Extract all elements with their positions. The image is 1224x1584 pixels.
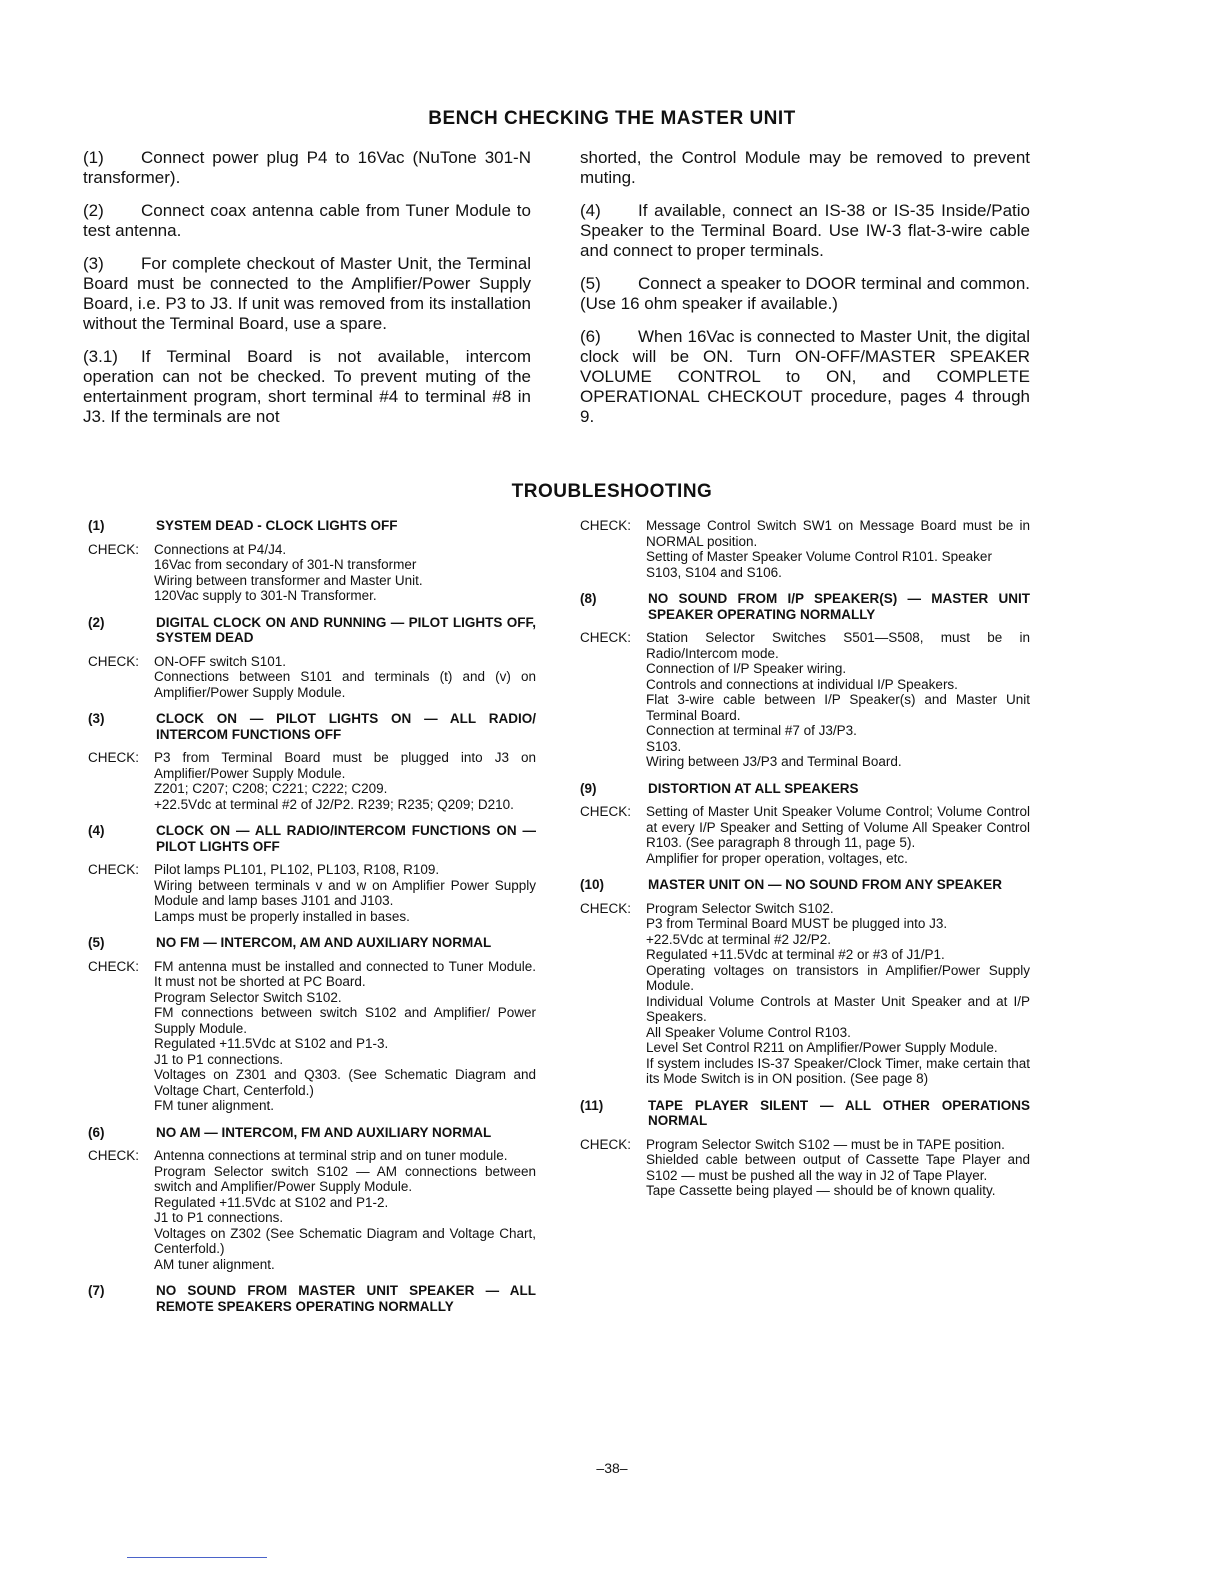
check-line: Lamps must be properly installed in bases.	[154, 908, 410, 924]
item-heading	[88, 823, 536, 854]
check-line: Program Selector switch S102 — AM connections between switch and Amplifier/Power Supply Module.	[154, 1163, 536, 1194]
check-line: Regulated +11.5Vdc at terminal #2 or #3 of J1/P1.	[646, 947, 945, 962]
check-line: Program Selector Switch S102.	[154, 989, 342, 1005]
item-title: DIGITAL CLOCK ON AND RUNNING — PILOT LIGHTS OFF, SYSTEM DEAD	[156, 614, 536, 645]
check-line: Connection at terminal #7 of J3/P3.	[646, 723, 857, 738]
troubleshooting-item	[88, 935, 536, 1114]
item-number: (5)	[88, 935, 105, 950]
check-label: CHECK:	[580, 630, 632, 645]
check-line: Program Selector Switch S102.	[646, 900, 834, 916]
check-block	[88, 959, 536, 1114]
check-label: CHECK:	[580, 518, 632, 533]
bench-right-column	[580, 148, 1030, 440]
item-title: SYSTEM DEAD - CLOCK LIGHTS OFF	[156, 518, 398, 533]
bench-left-column	[83, 148, 531, 440]
check-line: S103, S104 and S106.	[646, 564, 782, 580]
troubleshooting-item	[580, 877, 1030, 1087]
troubleshooting-item	[580, 518, 1030, 580]
item-number: (7)	[88, 1283, 105, 1298]
check-block	[580, 1137, 1030, 1199]
check-line: Pilot lamps PL101, PL102, PL103, R108, R109.	[154, 862, 440, 877]
check-block	[88, 654, 536, 701]
check-line: S103.	[646, 738, 682, 754]
check-line: Wiring between transformer and Master Unit.	[154, 572, 423, 588]
check-label: CHECK:	[88, 958, 140, 974]
check-label: CHECK:	[88, 862, 140, 877]
item-number: (1)	[88, 518, 105, 533]
check-line: FM antenna must be installed and connected to Tuner Module. It must not be shorted at PC Board.	[154, 958, 536, 989]
check-line: ON-OFF switch S101.	[154, 653, 287, 669]
check-line: Regulated +11.5Vdc at S102 and P1-3.	[154, 1036, 389, 1051]
check-line: Program Selector Switch S102 — must be in TAPE position.	[646, 1136, 1005, 1152]
troubleshooting-item	[580, 591, 1030, 770]
item-heading	[88, 1283, 536, 1314]
bench-step: (5) Connect a speaker to DOOR terminal and common. (Use 16 ohm speaker if available.)	[580, 274, 1030, 313]
check-line: Z201; C207; C208; C221; C222; C209.	[154, 781, 388, 796]
check-line: FM tuner alignment.	[154, 1098, 275, 1113]
check-line: Antenna connections at terminal strip and on tuner module.	[154, 1148, 508, 1163]
check-block	[580, 901, 1030, 1087]
troubleshooting-item	[88, 823, 536, 924]
item-heading	[88, 711, 536, 742]
check-label: CHECK:	[88, 1148, 140, 1163]
item-number: (10)	[580, 877, 605, 892]
item-heading	[88, 1125, 536, 1141]
bench-step: (3) For complete checkout of Master Unit, the Terminal Board must be connected to the Amplifier/Power Supply Board, i.e. P3 to J3. If unit was removed from its installation without the Terminal Board, use a spare.	[83, 254, 531, 333]
item-title: NO FM — INTERCOM, AM AND AUXILIARY NORMAL	[156, 935, 492, 950]
check-line: Message Control Switch SW1 on Message Board must be in NORMAL position.	[646, 518, 1030, 549]
item-number: (3)	[88, 711, 105, 726]
troubleshooting-item	[88, 1283, 536, 1314]
troubleshooting-right-column	[580, 518, 1030, 1210]
item-title: NO SOUND FROM I/P SPEAKER(S) — MASTER UNIT SPEAKER OPERATING NORMALLY	[648, 591, 1030, 622]
item-title: CLOCK ON — PILOT LIGHTS ON — ALL RADIO/ INTERCOM FUNCTIONS OFF	[156, 711, 536, 742]
check-line: All Speaker Volume Control R103.	[646, 1024, 851, 1040]
check-line: Voltages on Z301 and Q303. (See Schematic Diagram and Voltage Chart, Centerfold.)	[154, 1067, 536, 1098]
check-line: Voltages on Z302 (See Schematic Diagram and Voltage Chart, Centerfold.)	[154, 1225, 536, 1256]
check-block	[88, 862, 536, 924]
check-line: +22.5Vdc at terminal #2 of J2/P2. R239; R235; Q209; D210.	[154, 796, 514, 812]
troubleshooting-item	[88, 615, 536, 701]
bench-title: BENCH CHECKING THE MASTER UNIT	[428, 108, 796, 129]
item-heading	[88, 518, 536, 534]
check-line: Flat 3-wire cable between I/P Speaker(s) and Master Unit Terminal Board.	[646, 692, 1030, 723]
check-label: CHECK:	[580, 804, 632, 819]
check-block	[88, 1148, 536, 1272]
item-heading	[88, 615, 536, 646]
bench-step: (1) Connect power plug P4 to 16Vac (NuTone 301-N transformer).	[83, 148, 531, 187]
check-line: Tape Cassette being played — should be of known quality.	[646, 1183, 996, 1198]
check-block	[88, 750, 536, 812]
check-line: J1 to P1 connections.	[154, 1210, 284, 1225]
troubleshooting-item	[88, 518, 536, 604]
troubleshooting-title: TROUBLESHOOTING	[511, 481, 713, 502]
item-heading	[580, 781, 1030, 797]
check-line: 16Vac from secondary of 301-N transformer	[154, 557, 417, 572]
check-line: Connection of I/P Speaker wiring.	[646, 661, 847, 676]
check-line: Controls and connections at individual I/P Speakers.	[646, 676, 958, 692]
item-title: NO AM — INTERCOM, FM AND AUXILIARY NORMAL	[156, 1124, 492, 1140]
check-line: Level Set Control R211 on Amplifier/Power Supply Module.	[646, 1040, 998, 1055]
troubleshooting-item	[88, 1125, 536, 1273]
check-line: Individual Volume Controls at Master Unit Speaker and at I/P Speakers.	[646, 993, 1030, 1024]
item-heading	[580, 1098, 1030, 1129]
check-block	[580, 630, 1030, 770]
check-line: 120Vac supply to 301-N Transformer.	[154, 588, 377, 603]
item-number: (6)	[88, 1124, 105, 1140]
troubleshooting-left-column	[88, 518, 536, 1325]
check-line: Connections between S101 and terminals (t) and (v) on Amplifier/Power Supply Module.	[154, 669, 536, 700]
check-line: Amplifier for proper operation, voltages, etc.	[646, 850, 908, 866]
check-line: P3 from Terminal Board must be plugged into J3 on Amplifier/Power Supply Module.	[154, 750, 536, 781]
check-label: CHECK:	[88, 750, 140, 765]
check-line: Shielded cable between output of Cassette Tape Player and S102 — must be pushed all the way in J2 of Tape Player.	[646, 1152, 1030, 1183]
check-line: Connections at P4/J4.	[154, 541, 287, 557]
check-block	[580, 804, 1030, 866]
check-line: +22.5Vdc at terminal #2 J2/P2.	[646, 931, 831, 947]
item-number: (9)	[580, 780, 597, 796]
check-line: Wiring between terminals v and w on Amplifier Power Supply Module and lamp bases J101 and J103.	[154, 877, 536, 908]
item-title: TAPE PLAYER SILENT — ALL OTHER OPERATIONS NORMAL	[648, 1097, 1030, 1128]
item-heading	[580, 877, 1030, 893]
bench-step: (6) When 16Vac is connected to Master Unit, the digital clock will be ON. Turn ON-OFF/MASTER SPEAKER VOLUME CONTROL to ON, and COMPLETE OPERATIONAL CHECKOUT procedure, pages 4 through 9.	[580, 327, 1030, 426]
bench-step: shorted, the Control Module may be removed to prevent muting.	[580, 148, 1030, 187]
check-line: If system includes IS-37 Speaker/Clock Timer, make certain that its Mode Switch is in ON position. (See page 8)	[646, 1055, 1030, 1086]
check-label: CHECK:	[580, 1136, 632, 1152]
check-line: J1 to P1 connections.	[154, 1051, 284, 1067]
check-line: FM connections between switch S102 and Amplifier/ Power Supply Module.	[154, 1005, 536, 1036]
page-number: –38–	[596, 1460, 628, 1476]
check-line: Operating voltages on transistors in Amplifier/Power Supply Module.	[646, 962, 1030, 993]
item-title: DISTORTION AT ALL SPEAKERS	[648, 780, 859, 796]
item-heading	[580, 591, 1030, 622]
check-line: Setting of Master Speaker Volume Control R101. Speaker	[646, 549, 992, 564]
check-block	[580, 518, 1030, 580]
troubleshooting-item	[88, 711, 536, 812]
item-number: (8)	[580, 591, 597, 606]
bench-step: (2) Connect coax antenna cable from Tuner Module to test antenna.	[83, 201, 531, 240]
item-number: (11)	[580, 1097, 604, 1113]
item-heading	[88, 935, 536, 951]
bottom-rule	[127, 1557, 267, 1558]
check-block	[88, 542, 536, 604]
check-line: AM tuner alignment.	[154, 1256, 275, 1272]
check-line: Regulated +11.5Vdc at S102 and P1-2.	[154, 1194, 389, 1210]
troubleshooting-item	[580, 1098, 1030, 1199]
item-number: (4)	[88, 823, 105, 838]
bench-step: (4) If available, connect an IS-38 or IS-35 Inside/Patio Speaker to the Terminal Board. Use IW-3 flat-3-wire cable and connect to proper terminals.	[580, 201, 1030, 260]
item-title: CLOCK ON — ALL RADIO/INTERCOM FUNCTIONS ON — PILOT LIGHTS OFF	[156, 823, 536, 854]
check-line: Setting of Master Unit Speaker Volume Control; Volume Control at every I/P Speaker and Setting of Volume All Speaker Control R103. (See paragraph 8 through 11, page 5).	[646, 804, 1030, 850]
check-line: Wiring between J3/P3 and Terminal Board.	[646, 754, 902, 769]
bench-step: (3.1) If Terminal Board is not available, intercom operation can not be checked. To prevent muting of the entertainment program, short terminal #4 to terminal #8 in J3. If the terminals are not	[83, 347, 531, 426]
check-label: CHECK:	[88, 653, 140, 669]
check-label: CHECK:	[88, 541, 140, 557]
item-title: NO SOUND FROM MASTER UNIT SPEAKER — ALL REMOTE SPEAKERS OPERATING NORMALLY	[156, 1283, 536, 1314]
check-line: Station Selector Switches S501—S508, must be in Radio/Intercom mode.	[646, 630, 1030, 661]
item-title: MASTER UNIT ON — NO SOUND FROM ANY SPEAKER	[648, 877, 1003, 892]
troubleshooting-item	[580, 781, 1030, 867]
item-number: (2)	[88, 614, 105, 630]
check-label: CHECK:	[580, 900, 632, 916]
check-line: P3 from Terminal Board MUST be plugged into J3.	[646, 916, 948, 931]
